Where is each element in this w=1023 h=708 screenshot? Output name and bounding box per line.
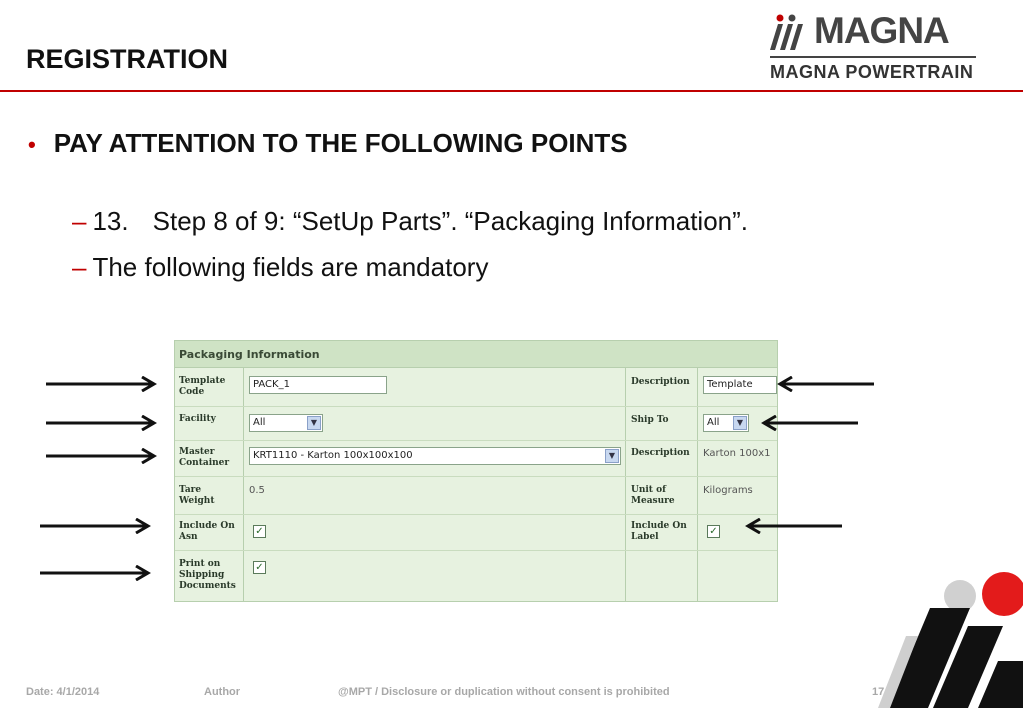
- main-bullet-text: PAY ATTENTION TO THE FOLLOWING POINTS: [53, 128, 628, 158]
- packaging-information-form: [174, 340, 778, 602]
- arrow-right-icon: [38, 518, 154, 534]
- facility-value: All: [253, 417, 266, 428]
- master-container-value: KRT1110 - Karton 100x100x100: [253, 450, 413, 461]
- logo-subtitle: MAGNA POWERTRAIN: [770, 62, 974, 82]
- master-container-select[interactable]: [249, 447, 621, 465]
- tare-weight-value: 0.5: [249, 485, 265, 496]
- include-on-label-checkbox[interactable]: ✓: [707, 525, 720, 538]
- include-on-asn-label: Include On Asn: [179, 521, 235, 542]
- include-on-label-label: Include On Label: [631, 521, 687, 542]
- master-container-label: Master Container: [179, 447, 230, 468]
- column-divider: [625, 368, 626, 601]
- bullet-dot: •: [28, 132, 36, 157]
- chevron-down-icon[interactable]: ▼: [733, 416, 747, 430]
- footer-author: Author: [204, 686, 241, 698]
- arrow-right-icon: [44, 448, 160, 464]
- template-code-label: Template Code: [179, 376, 226, 397]
- main-bullet: [28, 128, 628, 159]
- container-description-value: Karton 100x1: [703, 448, 771, 459]
- footer-date: Date: 4/1/2014: [26, 686, 100, 698]
- arrow-left-icon: [760, 415, 860, 431]
- magna-logo: [768, 6, 978, 86]
- chevron-down-icon[interactable]: ▼: [605, 449, 619, 463]
- row-divider: [175, 550, 777, 551]
- page-number: 17: [872, 686, 885, 698]
- container-description-label: Description: [631, 448, 690, 458]
- mandatory-text: The following fields are mandatory: [92, 252, 489, 282]
- magna-corner-graphic: [878, 566, 1023, 708]
- title-divider: [0, 90, 1023, 92]
- arrow-right-icon: [38, 565, 154, 581]
- row-divider: [175, 476, 777, 477]
- include-on-asn-checkbox[interactable]: ✓: [253, 525, 266, 538]
- unit-of-measure-label: Unit of Measure: [631, 485, 675, 506]
- logo-rule: [770, 56, 976, 58]
- arrow-left-icon: [776, 376, 876, 392]
- step-text: Step 8 of 9: “SetUp Parts”. “Packaging Information”.: [152, 206, 749, 236]
- row-divider: [175, 514, 777, 515]
- dash-marker: –: [72, 252, 87, 282]
- sub-item-mandatory: [72, 252, 488, 283]
- step-number: 13.: [92, 206, 129, 236]
- logo-brand: MAGNA: [814, 10, 949, 51]
- unit-of-measure-value: Kilograms: [703, 485, 753, 496]
- ship-to-value: All: [707, 417, 720, 428]
- description-input[interactable]: Template: [703, 376, 777, 394]
- row-divider: [175, 406, 777, 407]
- row-divider: [175, 440, 777, 441]
- chevron-down-icon[interactable]: ▼: [307, 416, 321, 430]
- template-code-input[interactable]: PACK_1: [249, 376, 387, 394]
- print-on-shipping-label: Print on Shipping Documents: [179, 559, 236, 591]
- form-header: Packaging Information: [175, 341, 777, 368]
- arrow-right-icon: [44, 415, 160, 431]
- dash-marker: –: [72, 206, 87, 236]
- column-divider: [697, 368, 698, 601]
- footer-notice: @MPT / Disclosure or duplication without consent is prohibited: [338, 686, 670, 698]
- magna-mark-icon: [770, 14, 810, 50]
- facility-label: Facility: [179, 414, 216, 424]
- sub-item-step: [72, 206, 748, 237]
- arrow-right-icon: [44, 376, 160, 392]
- print-on-shipping-checkbox[interactable]: ✓: [253, 561, 266, 574]
- tare-weight-label: Tare Weight: [179, 485, 215, 506]
- description-label: Description: [631, 377, 690, 387]
- ship-to-label: Ship To: [631, 415, 669, 425]
- ship-to-select[interactable]: [703, 414, 749, 432]
- arrow-left-icon: [744, 518, 844, 534]
- slide-title: REGISTRATION: [26, 44, 228, 74]
- facility-select[interactable]: [249, 414, 323, 432]
- column-divider: [243, 368, 244, 601]
